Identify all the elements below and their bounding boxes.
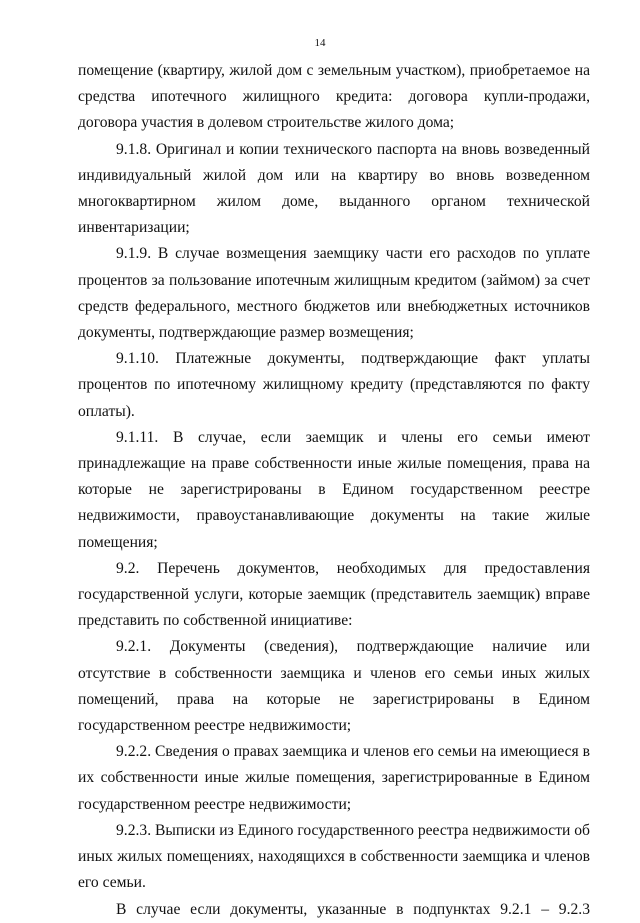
paragraph-9-1-9: 9.1.9. В случае возмещения заемщику части его расходов по уплате процентов за пользование ипотечным жилищным кредитом (займом) за счет средств федерального, местного бюджетов или внебюджетных источников документы, подтверждающие размер возмещения;: [78, 245, 590, 342]
paragraph-9-2-1: 9.2.1. Документы (сведения), подтверждающие наличие или отсутствие в собственности заемщика и членов его семьи иных жилых помещений, права на которые не зарегистрированы в Едином государственном реестре недвижимости;: [78, 638, 590, 735]
paragraph-final: В случае если документы, указанные в подпунктах 9.2.1 – 9.2.3: [116, 900, 590, 918]
paragraph-continuation: помещение (квартиру, жилой дом с земельным участком), приобретаемое на средства ипотечного жилищного кредита: договора купли-продажи, договора участия в долевом строительстве жилого дома;: [78, 62, 590, 132]
document-body: [78, 58, 590, 923]
page-number: 14: [314, 37, 326, 49]
paragraph-9-1-10: 9.1.10. Платежные документы, подтверждающие факт уплаты процентов по ипотечному жилищному кредиту (представляются по факту оплаты).: [78, 350, 590, 420]
paragraph-9-2-2: 9.2.2. Сведения о правах заемщика и членов его семьи на имеющиеся в их собственности иные жилые помещения, зарегистрированные в Едином государственном реестре недвижимости;: [78, 743, 590, 813]
paragraph-9-1-11: 9.1.11. В случае, если заемщик и члены его семьи имеют принадлежащие на праве собственности иные жилые помещения, права на которые не зарегистрированы в Едином государственном реестре недвижимости, правоустанавливающие документы на такие жилые помещения;: [78, 428, 590, 551]
paragraph-9-1-8: 9.1.8. Оригинал и копии технического паспорта на вновь возведенный индивидуальный жилой дом или на квартиру во вновь возведенном многоквартирном жилом доме, выданного органом технической инвентаризации;: [78, 140, 590, 237]
paragraph-9-2: 9.2. Перечень документов, необходимых для предоставления государственной услуги, которые заемщик (представитель заемщик) вправе представить по собственной инициативе:: [78, 559, 590, 630]
paragraph-9-2-3: 9.2.3. Выписки из Единого государственного реестра недвижимости об иных жилых помещениях, находящихся в собственности заемщика и членов его семьи.: [78, 821, 590, 892]
